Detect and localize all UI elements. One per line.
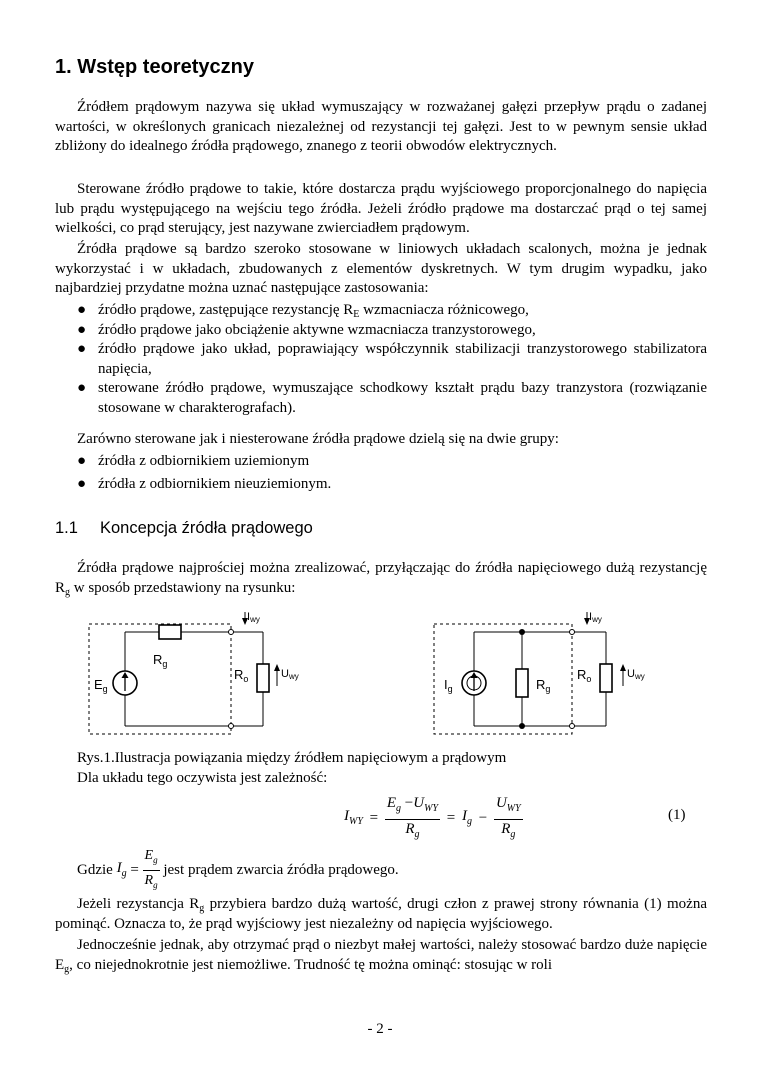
list-item: ● sterowane źródło prądowe, wymuszające schodkowy kształt prądu bazy tranzystora (rozwiązanie stosowane w charakterografach). [77, 380, 707, 416]
paragraph-high-voltage: Jednocześnie jednak, aby otrzymać prąd o niezbyt małej wartości, należy stosować bardzo duże napięcie $E_g$, co niejednokrotnie jest niemożliwe. Trudność tę można ominąć: stosując w roli [55, 937, 707, 975]
equation-intro: Dla układu tego oczywista jest zależność: [77, 770, 328, 786]
paragraph-concept: Źródła prądowe najprościej można zrealizować, przyłączając do źródła napięciowego dużą rezystancję $R_g$ w sposób przedstawiony na rysunku: [55, 560, 707, 598]
rg-label: $R_g$ [536, 677, 551, 694]
ro-label: $R_o$ [577, 667, 592, 684]
subsection-heading: 1.1 Koncepcja źródła prądowego [55, 519, 313, 537]
list-item: ● źródła z odbiornikiem nieuziemionym. [55, 475, 707, 495]
rg-label: $R_g$ [153, 652, 168, 669]
ig-label: $I_g$ [444, 677, 453, 694]
equation-1: $I_{WY}$ = $\frac{E_g -U_{WY}}{R_g}$ = $I_g$ − $\frac{U_{WY}}{R_g}$ [344, 795, 521, 840]
bullet-icon: ● [77, 321, 87, 338]
figure-caption: Rys.1.Ilustracja powiązania między źródłem napięciowym a prądowym [77, 750, 507, 766]
bullet-icon: ● [77, 453, 87, 469]
uwy-label: Uwy [281, 668, 299, 681]
section-heading: 1. Wstęp teoretyczny [55, 56, 254, 78]
iwy-label: Iwy [589, 611, 602, 624]
bullet-icon: ● [77, 475, 87, 492]
bullet-icon: ● [77, 341, 87, 358]
applications-list [55, 301, 707, 419]
groups-list [55, 452, 707, 494]
list-item: ● źródło prądowe jako obciążenie aktywne wzmacniacza tranzystorowego, [55, 321, 707, 341]
current-source-circuit [430, 608, 662, 742]
page-number: - 2 - [367, 1021, 393, 1037]
paragraph-controlled-source: Sterowane źródło prądowe to takie, które dostarcza prądu wyjściowego proporcjonalnego do napięcia lub prądu występującego na wejściu tego źródła. Jeżeli źródło prądowe ma dostarczać prąd o tej samej wielkości, co prąd sterujący, jest nazywane zwierciadłem prądowym. [55, 181, 707, 237]
bullet-icon: ● [77, 380, 87, 397]
iwy-label: Iwy [247, 611, 260, 624]
voltage-source-circuit [85, 608, 317, 742]
ro-label: $R_o$ [234, 667, 249, 684]
list-item: ● źródło prądowe jako układ, poprawiający współczynnik stabilizacji tranzystorowego stabilizatora napięcia, [77, 341, 707, 377]
paragraph-definition: Źródłem prądowym nazywa się układ wymuszający w rozważanej gałęzi przepływ prądu o zadanej wartości, w określonych granicach niezależnej od rezystancji tej gałęzi. Jest to w pewnym sensie układ zbliżony do idealnego źródła prądowego, znanego z teorii obwodów elektrycznych. [55, 99, 707, 155]
uwy-label: Uwy [627, 668, 645, 681]
bullet-icon: ● [77, 302, 87, 318]
short-circuit-definition: Gdzie $I_g$ = $\frac{E_g}{R_g}$ jest prądem zwarcia źródła prądowego. [77, 848, 399, 891]
paragraph-applications: Źródła prądowe są bardzo szeroko stosowane w liniowych układach scalonych, można je jednak wykorzystać i w układach, zbudowanych z elementów dyskretnych. W tym drugim wypadku, jako najbardziej przydatne można uznać następujące zastosowania: [55, 241, 707, 297]
list-item: ● źródła z odbiornikiem uziemionym [55, 452, 707, 472]
paragraph-groups: Zarówno sterowane jak i niesterowane źródła prądowe dzielą się na dwie grupy: [77, 431, 559, 447]
list-item: ● źródło prądowe, zastępujące rezystancję $R_E$ wzmacniacza różnicowego, [77, 302, 529, 320]
eg-label: $E_g$ [94, 677, 108, 694]
paragraph-large-rg: Jeżeli rezystancja $R_g$ przybiera bardzo dużą wartość, drugi człon z prawej strony równania (1) można pominąć. Oznacza to, że prąd wyjściowy jest niezależny od napięcia wyjściowego. [55, 896, 707, 932]
equation-number: (1) [668, 807, 686, 823]
